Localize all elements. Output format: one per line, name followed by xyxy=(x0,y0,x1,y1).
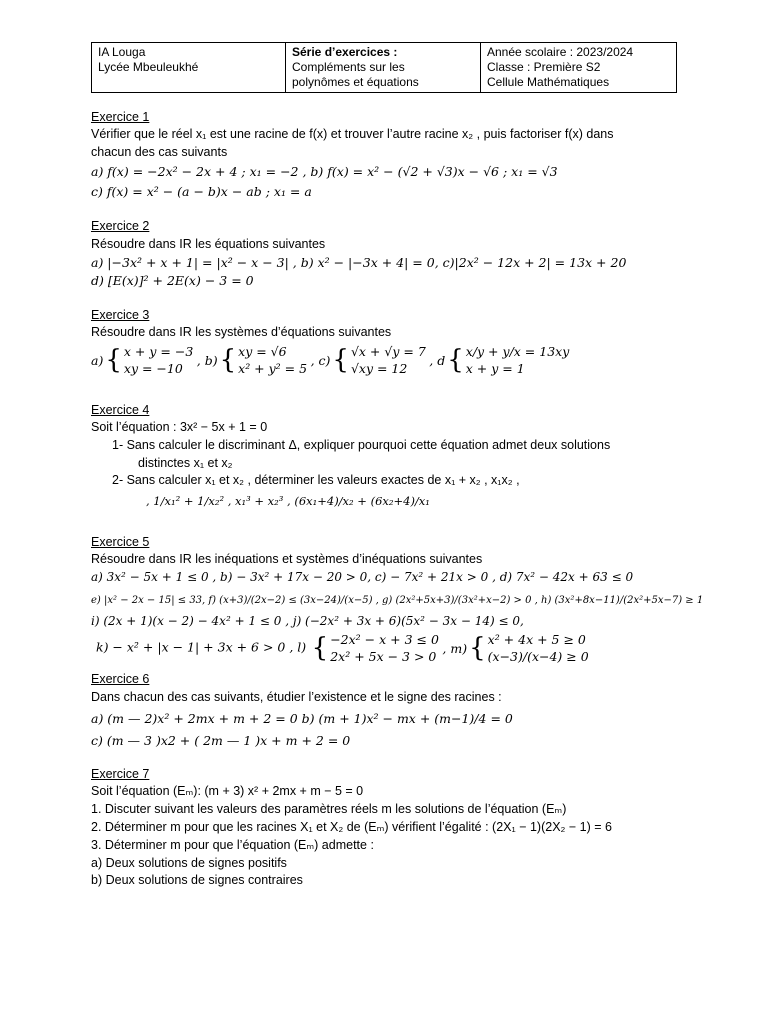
exercise-5-inequations-a-d: a) 3x² − 5x + 1 ≤ 0 , b) − 3x² + 17x − 20 > 0, c) − 7x² + 21x > 0 , d) 7x² − 42x + 63 ≤ 0 xyxy=(91,570,634,584)
system-m xyxy=(442,631,588,665)
exercise-7-question-2: 2. Déterminer m pour que les racines X₁ et X₂ de (Eₘ) vérifient l’égalité : (2X₁ − 1)(2X₂ − 1) = 6 xyxy=(91,820,612,834)
header-lycee: Lycée Mbeuleukhé xyxy=(98,60,199,74)
exercise-7-question-3a: a) Deux solutions de signes positifs xyxy=(91,856,287,870)
header-year: Année scolaire : 2023/2024 xyxy=(487,45,634,59)
exercise-7-equation: Soit l’équation (Eₘ): (m + 3) x² + 2mx + m − 5 = 0 xyxy=(91,784,364,798)
exercise-5-systems xyxy=(96,631,589,665)
system-b-label: , b) xyxy=(196,352,218,368)
exercise-5-inequation-k: k) − x² + |x − 1| + 3x + 6 > 0 , l) xyxy=(96,639,307,655)
exercise-5-statement: Résoudre dans IR les inéquations et systèmes d’inéquations suivantes xyxy=(91,552,483,566)
header-cell: Cellule Mathématiques xyxy=(487,75,610,89)
brace-icon: { xyxy=(447,345,464,375)
exercise-3-systems xyxy=(91,343,569,377)
system-b xyxy=(197,343,307,377)
exercise-5-title: Exercice 5 xyxy=(91,535,150,549)
exercise-5-inequations-i-j: i) (2x + 1)(x − 2) − 4x² + 1 ≤ 0 , j) (−2x² + 3x + 6)(5x² − 3x − 14) ≤ 0, xyxy=(91,614,524,628)
system-c-label: , c) xyxy=(310,352,331,368)
exercise-7-title: Exercice 7 xyxy=(91,767,150,781)
system-c xyxy=(311,343,426,377)
system-a-label: a) xyxy=(91,352,104,368)
exercise-4-question-1: 1- Sans calculer le discriminant Δ, expliquer pourquoi cette équation admet deux solutions xyxy=(112,438,611,452)
exercise-1-statement: Vérifier que le réel x₁ est une racine de f(x) et trouver l’autre racine x₂ , puis factoriser f(x) dans xyxy=(91,127,614,141)
system-d xyxy=(429,343,569,377)
system-m-ineq1: x² + 4x + 5 ≥ 0 xyxy=(487,632,586,647)
header-table xyxy=(91,42,677,93)
exercise-4-question-1-cont: distinctes x₁ et x₂ xyxy=(138,456,233,470)
system-b-eq1: xy = √6 xyxy=(238,344,287,359)
system-d-eq1: x/y + y/x = 13xy xyxy=(465,344,570,359)
exercise-5-inequations-e-h: e) |x² − 2x − 15| ≤ 33, f) (x+3)/(2x−2) ≤ (3x−24)/(x−5) , g) (2x²+5x+3)/(3x²+x−2) > 0 , h) (3x²+8x−11)/(2x²+5x−7) ≥ 1 xyxy=(91,595,704,606)
exercise-4-question-2: 2- Sans calculer x₁ et x₂ , déterminer les valeurs exactes de x₁ + x₂ , x₁x₂ , xyxy=(112,473,520,487)
system-a xyxy=(91,343,193,377)
system-d-label: , d xyxy=(429,352,446,368)
exercise-6-statement: Dans chacun des cas suivants, étudier l’existence et le signe des racines : xyxy=(91,690,502,704)
exercise-4-question-2-cont: , 1/x₁² + 1/x₂² , x₁³ + x₂³ , (6x₁+4)/x₂ + (6x₂+4)/x₁ xyxy=(146,494,430,508)
exercise-3-statement: Résoudre dans IR les systèmes d’équations suivantes xyxy=(91,325,392,339)
exercise-4-title: Exercice 4 xyxy=(91,403,150,417)
exercise-7-question-1: 1. Discuter suivant les valeurs des paramètres réels m les solutions de l’équation (Eₘ) xyxy=(91,802,567,816)
exercise-6-equations-ab: a) (m — 2)x² + 2mx + m + 2 = 0 b) (m + 1)x² − mx + (m−1)/4 = 0 xyxy=(91,711,513,726)
system-d-eq2: x + y = 1 xyxy=(465,361,525,376)
header-info-cell xyxy=(481,43,677,93)
exercise-6-title: Exercice 6 xyxy=(91,672,150,686)
exercise-3-title: Exercice 3 xyxy=(91,308,150,322)
header-series-cell xyxy=(286,43,481,93)
exercise-7-question-3b: b) Deux solutions de signes contraires xyxy=(91,873,303,887)
exercise-1-case-c: c) f(x) = x² − (a − b)x − ab ; x₁ = a xyxy=(91,184,312,199)
header-series-title: Série d’exercices : xyxy=(292,45,398,59)
brace-icon: { xyxy=(332,345,349,375)
exercise-7-question-3: 3. Déterminer m pour que l’équation (Eₘ) admette : xyxy=(91,838,374,852)
exercise-2-equations: a) |−3x² + x + 1| = |x² − x − 3| , b) x² − |−3x + 4| = 0, c)|2x² − 12x + 2| = 13x + 20 xyxy=(91,255,627,270)
brace-icon: { xyxy=(219,345,237,375)
header-class: Classe : Première S2 xyxy=(487,60,601,74)
system-m-label: , m) xyxy=(442,640,468,656)
system-a-eq1: x + y = −3 xyxy=(123,344,194,359)
header-ia: IA Louga xyxy=(98,45,146,59)
exercise-1-statement-2: chacun des cas suivants xyxy=(91,145,228,159)
system-m-ineq2: (x−3)/(x−4) ≥ 0 xyxy=(487,649,589,664)
system-c-eq1: √x + √y = 7 xyxy=(350,344,426,359)
brace-icon: { xyxy=(469,633,486,663)
brace-icon: { xyxy=(105,345,122,375)
exercise-2-equation-d: d) [E(x)]² + 2E(x) − 3 = 0 xyxy=(91,273,254,288)
system-a-eq2: xy = −10 xyxy=(123,361,183,376)
header-series-line2: polynômes et équations xyxy=(292,75,419,89)
exercise-2-title: Exercice 2 xyxy=(91,219,150,233)
brace-icon: { xyxy=(311,633,329,663)
exercise-1-cases-ab: a) f(x) = −2x² − 2x + 4 ; x₁ = −2 , b) f(x) = x² − (√2 + √3)x − √6 ; x₁ = √3 xyxy=(91,164,558,179)
exercise-6-equation-c: c) (m — 3 )x2 + ( 2m — 1 )x + m + 2 = 0 xyxy=(91,733,351,748)
exercise-1-title: Exercice 1 xyxy=(91,110,150,124)
system-b-eq2: x² + y² = 5 xyxy=(238,361,308,376)
system-l xyxy=(310,631,439,665)
system-l-ineq1: −2x² − x + 3 ≤ 0 xyxy=(330,632,439,647)
system-c-eq2: √xy = 12 xyxy=(350,361,408,376)
exercise-4-equation: Soit l’équation : 3x² − 5x + 1 = 0 xyxy=(91,420,268,434)
exercise-2-statement: Résoudre dans IR les équations suivantes xyxy=(91,237,326,251)
system-l-ineq2: 2x² + 5x − 3 > 0 xyxy=(330,649,437,664)
header-school-cell xyxy=(92,43,286,93)
header-series-line1: Compléments sur les xyxy=(292,60,405,74)
